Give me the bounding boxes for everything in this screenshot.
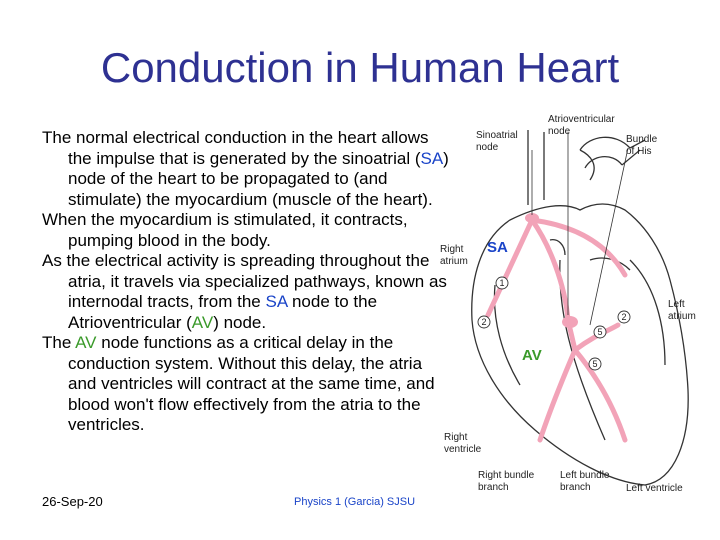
- text-segment: ) node.: [213, 312, 267, 332]
- text-segment: The normal electrical conduction in the heart allows the impulse that is generated by the sinoatrial (: [42, 128, 429, 168]
- label-right-atrium-2: atrium: [440, 256, 468, 267]
- label-left-bundle-branch-2: branch: [560, 482, 591, 493]
- body-text: [42, 128, 452, 436]
- label-left-atrium: Left: [668, 299, 685, 310]
- sa-marker-label: SA: [487, 239, 508, 256]
- label-left-ventricle: Left ventricle: [626, 483, 683, 494]
- label-left-atrium-2: atrium: [668, 311, 696, 322]
- footer-course: Physics 1 (Garcia) SJSU: [294, 496, 416, 508]
- paragraph-sa-node: [42, 128, 452, 210]
- av-marker-label: AV: [522, 347, 542, 364]
- number-label: 1: [499, 278, 505, 288]
- av-highlight: AV: [75, 333, 97, 352]
- text-segment: The: [42, 333, 76, 352]
- paragraph-av-delay: [42, 333, 452, 436]
- text-segment: ) node of the heart to be propagated to (and stimulate) the myocardium (muscle of the heart).: [68, 148, 449, 209]
- label-right-ventricle-2: ventricle: [444, 444, 482, 455]
- heart-outline: [472, 130, 688, 485]
- label-av-node-2: node: [548, 126, 571, 137]
- footer-date: 26-Sep-20: [42, 494, 103, 509]
- label-right-bundle-branch-2: branch: [478, 482, 509, 493]
- label-bundle-of-his: Bundle: [626, 134, 658, 145]
- text-segment: As the electrical activity is spreading throughout the atria, it travels via specialized pathways, known as internodal tracts, from the: [42, 251, 447, 311]
- label-av-node: Atrioventricular: [548, 114, 615, 125]
- text-segment: node to the Atrioventricular (: [68, 292, 378, 332]
- number-label: 2: [481, 317, 487, 327]
- slide-title: Conduction in Human Heart: [100, 44, 620, 91]
- number-label: 2: [621, 312, 627, 322]
- paragraph-myocardium: When the myocardium is stimulated, it contracts, pumping blood in the body.: [42, 210, 408, 250]
- label-left-bundle-branch: Left bundle: [560, 470, 610, 481]
- number-label: 5: [592, 359, 598, 369]
- label-sinoatrial-node: Sinoatrial: [476, 130, 518, 141]
- label-bundle-of-his-2: of His: [626, 146, 652, 157]
- label-right-atrium: Right: [440, 244, 464, 255]
- sa-highlight: SA: [420, 148, 444, 168]
- heart-conduction-diagram: [440, 110, 710, 500]
- label-right-bundle-branch: Right bundle: [478, 470, 535, 481]
- paragraph-internodal: [42, 251, 452, 333]
- av-highlight: AV: [191, 312, 214, 332]
- leader-lines: [532, 132, 628, 325]
- av-node-marker: [562, 316, 578, 328]
- sa-highlight: SA: [265, 292, 288, 311]
- label-sinoatrial-node-2: node: [476, 142, 499, 153]
- number-label: 5: [597, 327, 603, 337]
- label-right-ventricle: Right: [444, 432, 468, 443]
- text-segment: node functions as a critical delay in the conduction system. Without this delay, the atria and ventricles will contract at the same time, and blood won't flow effectively from the atria to the ventricles.: [68, 333, 435, 434]
